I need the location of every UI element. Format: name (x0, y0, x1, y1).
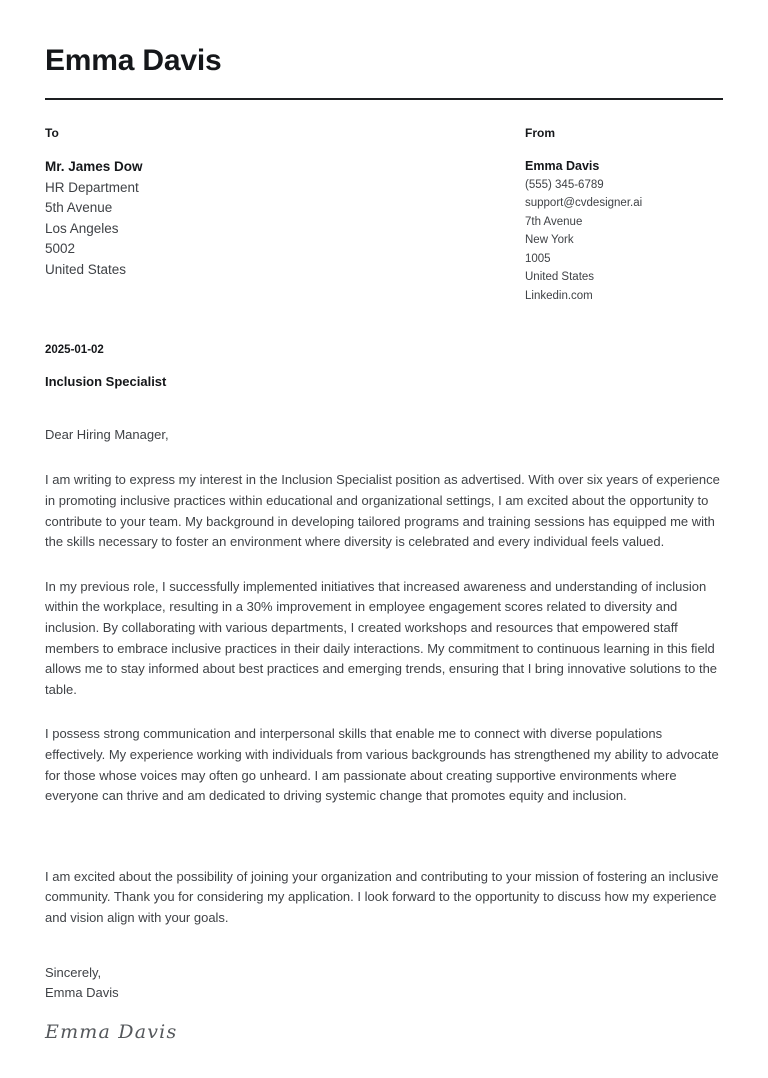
sender-phone: (555) 345-6789 (525, 178, 604, 191)
body-paragraph: I possess strong communication and interpersonal skills that enable me to connect with diverse populations effectively. My experience working with individuals from various backgrounds has strengthened my ability to advocate for those whose voices may often go unheard. I am passionate about creating supportive environments where everyone can thrive and am dedicated to driving systemic change that promotes equity and inclusion. (45, 726, 719, 804)
letter-date: 2025-01-02 (45, 344, 104, 357)
body-paragraph: I am writing to express my interest in the Inclusion Specialist position as advertised. With over six years of experience in promoting inclusive practices within educational and organizational settings, I am excited about the opportunity to contribute to your team. My background in developing tailored programs and training sessions has equipped me with the skills necessary to foster an environment where diversity is celebrated and every individual feels valued. (45, 472, 720, 550)
sender-line: 7th Avenue (525, 215, 583, 228)
letter-subject: Inclusion Specialist (45, 374, 167, 390)
recipient-name: Mr. James Dow (45, 159, 143, 175)
signoff-name: Emma Davis (45, 985, 119, 1001)
letter-body (45, 470, 723, 928)
recipient-line: 5002 (45, 241, 76, 257)
recipient-line: United States (45, 261, 127, 277)
sender-details (525, 157, 723, 305)
sender-email: support@cvdesigner.ai (525, 197, 643, 210)
sender-line: United States (525, 271, 595, 284)
letter-meta (45, 343, 723, 444)
sender-website: Linkedin.com (525, 289, 593, 302)
recipient-block (45, 126, 525, 305)
letter-salutation: Dear Hiring Manager, (45, 427, 169, 443)
sender-block (525, 126, 723, 305)
sender-label: From (525, 126, 555, 140)
address-section (45, 126, 723, 305)
letter-header (45, 0, 723, 100)
recipient-line: 5th Avenue (45, 200, 113, 216)
closing-paragraph: I am excited about the possibility of joining your organization and contributing to your mission of fostering an inclusive community. Thank you for considering my application. I look forward to the opportunity to discuss how my experience and vision align with your goals. (45, 868, 719, 925)
page-title: Emma Davis (45, 44, 222, 77)
sender-line: 1005 (525, 252, 551, 265)
header-divider (45, 98, 723, 100)
closing-spacer (45, 831, 723, 867)
recipient-line: HR Department (45, 179, 139, 195)
recipient-details (45, 157, 525, 280)
sender-line: New York (525, 234, 574, 247)
body-paragraph: In my previous role, I successfully implemented initiatives that increased awareness and understanding of inclusion within the workplace, resulting in a 30% improvement in employee engagement scores related to diversity and inclusion. By collaborating with various departments, I created workshops and resources that empowered staff members to embrace inclusive practices in their daily interactions. My commitment to continuous learning in this field allows me to stay informed about best practices and emerging trends, ensuring that I bring innovative solutions to the table. (45, 578, 718, 697)
recipient-line: Los Angeles (45, 220, 119, 236)
recipient-label: To (45, 126, 59, 140)
signature: Emma Davis (45, 1020, 178, 1043)
signoff-closing: Sincerely, (45, 964, 102, 980)
letter-signoff (45, 963, 723, 1044)
sender-name: Emma Davis (525, 159, 600, 174)
